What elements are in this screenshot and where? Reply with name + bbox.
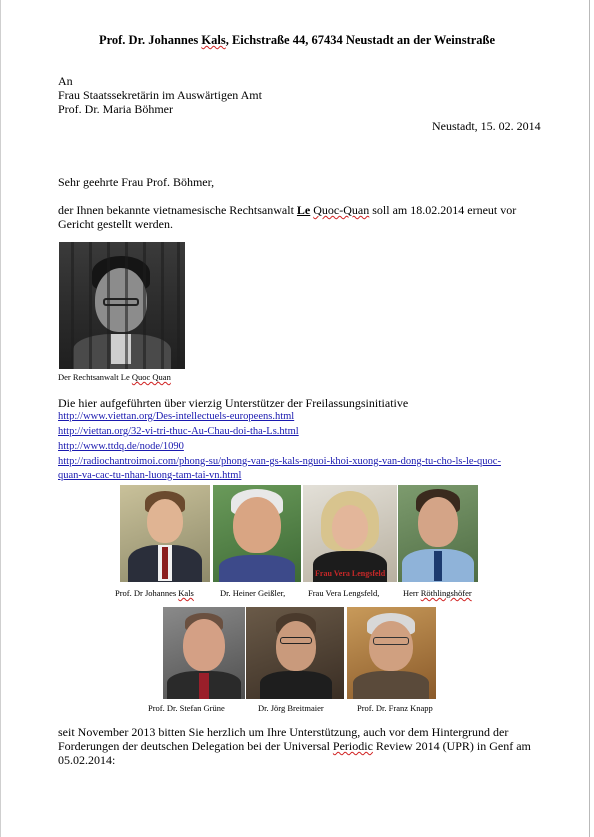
closing-line-1: seit November 2013 bitten Sie herzlich um Ihre Unterstützung, auch vor dem Hintergrund der <box>58 725 509 739</box>
intro-line-1: der Ihnen bekannte vietnamesische Rechtsanwalt Le Quoc-Quan soll am 18.02.2014 erneut vor <box>58 203 517 217</box>
photo-watermark: Frau Vera Lengsfeld <box>315 569 386 578</box>
closing-line-3: 05.02.2014: <box>58 753 116 767</box>
link-viettan-32-vi-tri-thuc[interactable]: http://viettan.org/32-vi-tri-thuc-Au-Chau-doi-tha-Ls.html <box>58 426 299 437</box>
caption-geissler: Dr. Heiner Geißler, <box>220 588 286 598</box>
salutation: Sehr geehrte Frau Prof. Böhmer, <box>58 175 215 189</box>
name-le: Le <box>296 203 311 217</box>
caption-roethlingshoefer: Herr Röthlingshöfer <box>403 588 472 598</box>
caption-breitmaier: Dr. Jörg Breitmaier <box>258 703 324 713</box>
letter-date: Neustadt, 15. 02. 2014 <box>432 119 541 133</box>
caption-lengsfeld: Frau Vera Lengsfeld, <box>308 588 380 598</box>
name-quoc-quan: Quoc-Quan <box>313 203 370 217</box>
supporter-photo-knapp <box>347 607 436 699</box>
intro-line-2: Gericht gestellt werden. <box>58 217 173 231</box>
letterhead-name: Prof. Dr. Johannes <box>98 33 202 47</box>
letterhead <box>0 33 594 48</box>
link-radiochantroimoi-part1[interactable]: http://radiochantroimoi.com/phong-su/phong-van-gs-kals-nguoi-khoi-xuong-van-dong-tu-cho-ls-le-quoc- <box>58 456 501 467</box>
supporter-photo-gruene <box>163 607 245 699</box>
recipient-line-2: Frau Staatssekretärin im Auswärtigen Amt <box>58 88 262 102</box>
supporter-photo-roethlingshoefer <box>398 485 478 582</box>
supporter-photo-geissler <box>213 485 301 582</box>
caption-knapp: Prof. Dr. Franz Knapp <box>357 703 433 713</box>
portrait-caption: Der Rechtsanwalt Le Quoc Quan <box>58 372 171 382</box>
recipient-line-1: An <box>58 74 73 88</box>
supporter-photo-breitmaier <box>246 607 344 699</box>
link-ttdq[interactable]: http://www.ttdq.de/node/1090 <box>58 441 184 452</box>
letterhead-address: , Eichstraße 44, 67434 Neustadt an der Weinstraße <box>225 33 496 47</box>
link-viettan-intellectuels[interactable]: http://www.viettan.org/Des-intellectuels-europeens.html <box>58 411 295 422</box>
supporter-photo-lengsfeld <box>303 485 397 582</box>
link-radiochantroimoi-part2[interactable]: quan-va-cac-tu-nhan-luong-tam-tai-vn.html <box>58 470 242 481</box>
lawyer-portrait-photo <box>59 242 185 369</box>
recipient-line-3: Prof. Dr. Maria Böhmer <box>58 102 173 116</box>
caption-gruene: Prof. Dr. Stefan Grüne <box>148 703 225 713</box>
supporters-intro: Die hier aufgeführten über vierzig Unterstützer der Freilassungsinitiative <box>58 396 409 410</box>
closing-line-2: Forderungen der deutschen Delegation bei der Universal Periodic Review 2014 (UPR) in Genf am <box>58 739 531 753</box>
supporter-photo-kals <box>120 485 210 582</box>
caption-kals: Prof. Dr Johannes Kals <box>115 588 194 598</box>
letterhead-surname: Kals <box>201 33 226 47</box>
